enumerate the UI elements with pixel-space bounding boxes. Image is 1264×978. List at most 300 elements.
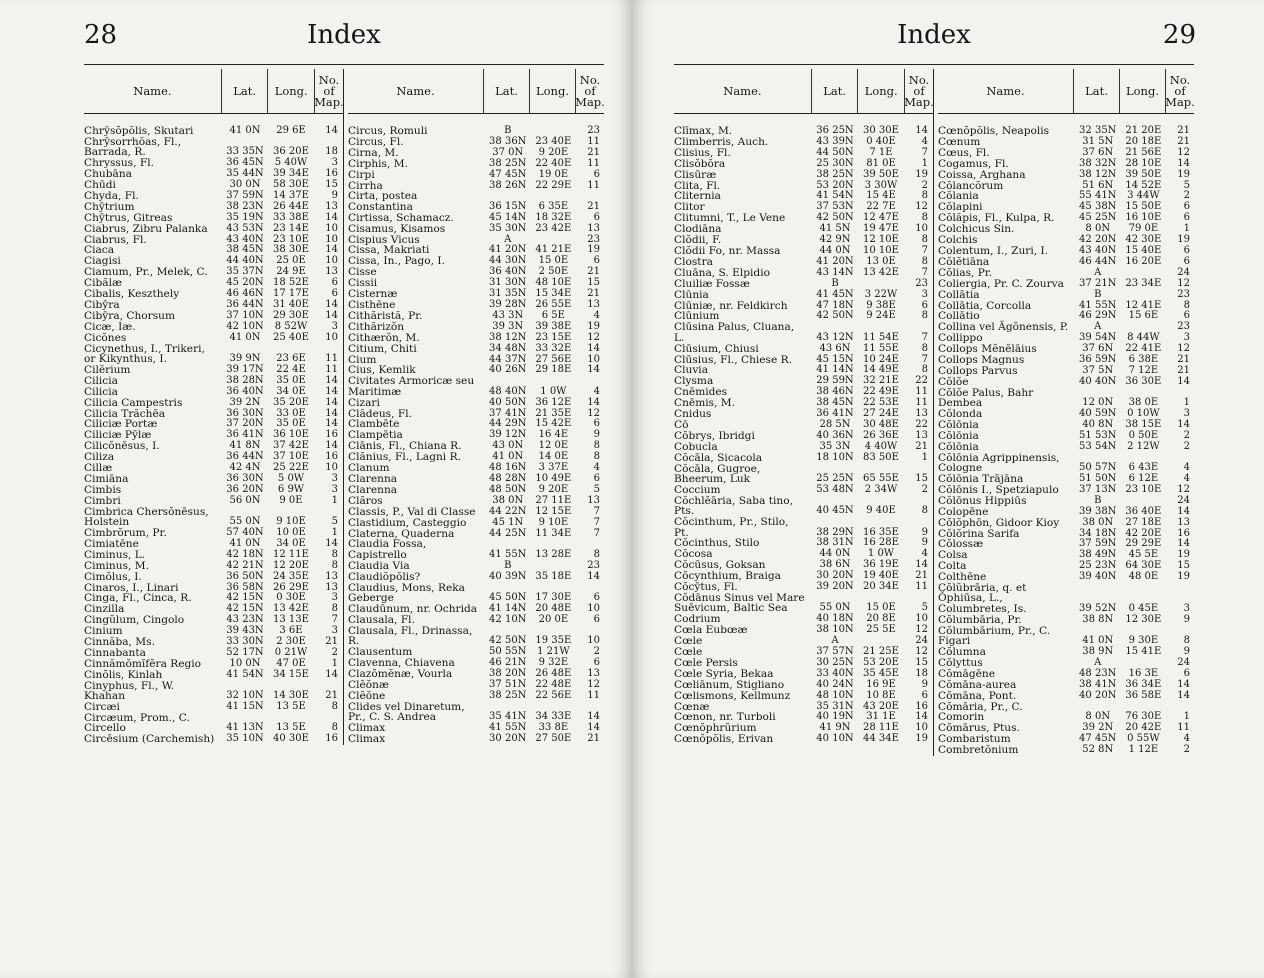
entry-long: 79 0E bbox=[1128, 223, 1159, 235]
entry-lat: 31 30N bbox=[489, 277, 527, 289]
entry-map: 19 bbox=[1177, 168, 1190, 180]
entry-map: 12 bbox=[915, 646, 928, 657]
entry-name: Collops Magnus bbox=[938, 354, 1025, 367]
entry-long: 17 17E bbox=[273, 288, 309, 300]
table-row bbox=[84, 398, 343, 408]
entry-lat: 37 0N bbox=[492, 146, 524, 158]
entry-lat: 38 8N bbox=[1082, 613, 1114, 625]
table-row bbox=[348, 604, 604, 614]
table-row bbox=[84, 300, 343, 310]
entry-map: 12 bbox=[1177, 343, 1190, 355]
table-row bbox=[674, 246, 933, 256]
entry-lat: 38 41N bbox=[1079, 678, 1117, 690]
entry-map: 24 bbox=[915, 635, 928, 647]
entry-lat: 51 6N bbox=[1082, 179, 1114, 191]
table-row bbox=[674, 137, 933, 147]
entry-map: 1 bbox=[1183, 710, 1190, 722]
entry-name: Cluvia bbox=[674, 364, 709, 377]
entry-map: 2 bbox=[1183, 440, 1190, 452]
index-rows bbox=[938, 114, 1194, 755]
entry-name: Cŏlōnus Hippiūs bbox=[938, 494, 1027, 507]
entry-lat: 35 10N bbox=[226, 733, 264, 745]
entry-lat: 51 53N bbox=[1079, 429, 1117, 441]
entry-name: Clides vel Dinaretum, Pr., C. S. Andrea bbox=[348, 700, 465, 723]
entry-map: 14 bbox=[587, 721, 600, 733]
entry-long: 29 6E bbox=[276, 125, 306, 136]
entry-name: Colentum, I., Zuri, I. bbox=[938, 244, 1049, 257]
table-row bbox=[84, 126, 343, 136]
entry-map: 6 bbox=[1183, 667, 1190, 679]
entry-name: Chȳtrium bbox=[84, 200, 135, 213]
entry-map: 6 bbox=[593, 473, 600, 484]
entry-lat: 39 28N bbox=[489, 299, 527, 310]
index-rows bbox=[348, 114, 604, 744]
table-row bbox=[84, 626, 343, 636]
entry-lat: 36 59N bbox=[1079, 354, 1117, 366]
entry-long: 27 18E bbox=[1125, 516, 1162, 528]
entry-lat: 8 0N bbox=[1085, 710, 1111, 722]
table-row bbox=[84, 659, 343, 669]
entry-name: Collippo bbox=[938, 332, 983, 345]
entry-long: 22 4E bbox=[276, 363, 306, 375]
entry-lat: 38 20N bbox=[489, 667, 527, 679]
entry-name: Cinŏlis, Kinlah bbox=[84, 668, 163, 681]
entry-name: Cimbrŏrum, Pr. bbox=[84, 527, 167, 540]
entry-map: 22 bbox=[915, 418, 928, 430]
entry-map: 12 bbox=[1177, 146, 1190, 158]
entry-lat: A bbox=[504, 233, 512, 245]
entry-name: Climax bbox=[348, 721, 386, 734]
table-row bbox=[674, 202, 933, 212]
entry-long: 23 15E bbox=[535, 331, 572, 343]
entry-lat: 39 17N bbox=[226, 363, 264, 375]
entry-long: 11 34E bbox=[535, 527, 572, 539]
header-map: No. of Map. bbox=[314, 69, 343, 113]
entry-lat: 41 55N bbox=[1079, 299, 1117, 311]
entry-map: 4 bbox=[593, 462, 600, 474]
entry-name: Clisius, Fl. bbox=[674, 146, 731, 159]
table-row bbox=[84, 213, 343, 223]
entry-map: 24 bbox=[1177, 494, 1190, 506]
entry-map: 14 bbox=[325, 309, 338, 321]
entry-long: 8 52W bbox=[274, 320, 308, 332]
table-row bbox=[348, 376, 604, 397]
table-row bbox=[348, 311, 604, 321]
entry-map: 16 bbox=[325, 429, 338, 441]
entry-name: Cimiāna bbox=[84, 473, 129, 485]
entry-lat: 30 20N bbox=[489, 732, 527, 744]
entry-name: Cirna, M. bbox=[348, 146, 399, 159]
entry-name: Cŏcȳtus, Fl. bbox=[674, 581, 738, 594]
entry-map: 10 bbox=[325, 255, 338, 267]
table-row bbox=[674, 126, 933, 136]
entry-lat: B bbox=[1094, 494, 1102, 506]
table-row bbox=[938, 734, 1194, 744]
entry-map: 1 bbox=[921, 451, 928, 463]
entry-long: 22 56E bbox=[535, 689, 572, 701]
entry-map: 19 bbox=[587, 244, 600, 256]
entry-lat: 41 55N bbox=[489, 548, 527, 560]
entry-lat: 38 36N bbox=[489, 135, 527, 147]
table-row bbox=[674, 268, 933, 278]
entry-map: 2 bbox=[921, 179, 928, 191]
entry-name: Cirphis, M. bbox=[348, 157, 408, 170]
entry-lat: 41 54N bbox=[816, 190, 854, 202]
entry-lat: 18 10N bbox=[816, 451, 854, 463]
table-row bbox=[84, 702, 343, 712]
entry-lat: 44 40N bbox=[226, 255, 264, 267]
entry-lat: 46 29N bbox=[1079, 310, 1117, 322]
entry-long: 7 1E bbox=[869, 146, 893, 158]
entry-name: Clūnium bbox=[674, 310, 720, 323]
entry-map: 21 bbox=[587, 200, 600, 212]
entry-name: Cobucla bbox=[674, 440, 718, 453]
entry-name: Citium, Chiti bbox=[348, 342, 417, 355]
entry-map: 21 bbox=[325, 690, 338, 702]
entry-long: 22 48E bbox=[535, 678, 572, 690]
entry-name: Cŏmāria, Pr., C. Comorin bbox=[938, 700, 1023, 723]
entry-long: 27 24E bbox=[863, 408, 899, 420]
entry-name: Collops Parvus bbox=[938, 364, 1018, 377]
entry-map: 8 bbox=[921, 212, 928, 224]
entry-map: 4 bbox=[1183, 473, 1190, 484]
entry-lat: 50 55N bbox=[489, 646, 527, 657]
table-row bbox=[84, 419, 343, 429]
entry-name: Clūsius, Fl., Chiese R. bbox=[674, 353, 792, 366]
entry-long: 43 20E bbox=[863, 700, 899, 712]
entry-long: 35 20E bbox=[273, 396, 309, 408]
entry-name: Colchicus Sin. bbox=[938, 223, 1015, 236]
entry-map: 10 bbox=[325, 331, 338, 343]
entry-long: 31 1E bbox=[866, 711, 896, 723]
entry-long: 6 35E bbox=[538, 200, 569, 212]
entry-name: Cŏlapini bbox=[938, 201, 983, 214]
entry-lat: 29 59N bbox=[816, 375, 854, 387]
entry-name: Claudia Fossa, Capistrello bbox=[348, 538, 427, 561]
entry-long: 22 41E bbox=[1125, 343, 1162, 355]
table-row bbox=[938, 137, 1194, 147]
entry-long: 41 21E bbox=[535, 244, 572, 256]
entry-long: 2 34W bbox=[864, 483, 898, 495]
entry-long: 0 45E bbox=[1128, 602, 1159, 614]
entry-map: 6 bbox=[331, 277, 338, 289]
entry-long: 12 20E bbox=[273, 559, 309, 571]
entry-name: Cŏlōnis I., Spetziapulo bbox=[938, 483, 1059, 496]
table-row bbox=[674, 496, 933, 517]
entry-name: Clĕŏne bbox=[348, 689, 386, 702]
entry-long: 23 34E bbox=[1125, 277, 1162, 289]
header-name: Name. bbox=[723, 83, 762, 98]
table-row bbox=[938, 572, 1194, 582]
entry-map: 21 bbox=[587, 146, 600, 158]
table-row bbox=[84, 158, 343, 168]
entry-map: 7 bbox=[921, 266, 928, 278]
entry-name: Ciabrus, Fl. bbox=[84, 233, 147, 246]
entry-map: 8 bbox=[921, 505, 928, 517]
entry-long: 14 37E bbox=[273, 189, 309, 201]
table-row bbox=[348, 561, 604, 571]
entry-long: 39 38E bbox=[535, 320, 572, 332]
entry-lat: 42 10N bbox=[226, 320, 264, 332]
entry-name: Circus, Romuli bbox=[348, 125, 428, 137]
entry-lat: 40 26N bbox=[489, 364, 527, 376]
entry-long: 12 15E bbox=[535, 505, 572, 517]
entry-name: Ciagisi bbox=[84, 255, 121, 268]
table-row bbox=[674, 614, 933, 624]
entry-map: 19 bbox=[587, 320, 600, 332]
entry-name: Cœle Syria, Bekaa bbox=[674, 667, 774, 680]
entry-map: 13 bbox=[1177, 516, 1190, 528]
entry-lat: 41 0N bbox=[492, 451, 524, 463]
entry-long: 27 50E bbox=[535, 732, 572, 744]
entry-name: Clisūræ bbox=[674, 168, 717, 181]
entry-lat: 37 57N bbox=[816, 646, 854, 657]
entry-lat: 37 6N bbox=[1082, 343, 1114, 355]
table-row bbox=[938, 202, 1194, 212]
table-row bbox=[938, 148, 1194, 158]
table-row bbox=[84, 463, 343, 473]
entry-long: 24 9E bbox=[276, 266, 306, 278]
table-row bbox=[674, 647, 933, 657]
entry-long: 83 50E bbox=[863, 451, 899, 463]
entry-long: 36 10E bbox=[273, 429, 309, 441]
entry-name: Cirrha bbox=[348, 179, 383, 192]
entry-name: Clānis, Fl., Chiana R. bbox=[348, 440, 462, 453]
entry-map: 6 bbox=[1183, 310, 1190, 322]
entry-long: 20 48E bbox=[535, 602, 572, 614]
table-row bbox=[348, 496, 604, 506]
entry-name: Cinnămŏmĭfĕra Regio bbox=[84, 657, 202, 670]
entry-long: 26 48E bbox=[535, 667, 572, 679]
table-row bbox=[84, 583, 343, 593]
entry-long: 9 32E bbox=[538, 656, 569, 668]
entry-name: Clastidium, Casteggio bbox=[348, 516, 467, 529]
entry-name: Cimbri bbox=[84, 494, 121, 507]
entry-long: 26 36E bbox=[863, 429, 899, 441]
entry-name: Clĕŏnæ bbox=[348, 678, 389, 691]
entry-name: Ciabrus, Zibru Palanka bbox=[84, 222, 208, 235]
entry-long: 14 52E bbox=[1125, 179, 1162, 191]
entry-long: 13 5E bbox=[276, 701, 306, 713]
table-row bbox=[938, 322, 1194, 332]
entry-map: 8 bbox=[921, 310, 928, 322]
table-row bbox=[674, 213, 933, 223]
entry-name: Cilicia bbox=[84, 374, 118, 387]
entry-name: Cicæ, Iæ. bbox=[84, 320, 136, 333]
entry-long: 23 10E bbox=[1125, 483, 1162, 495]
entry-long: 36 19E bbox=[863, 559, 899, 571]
entry-name: Cilĕrium bbox=[84, 363, 131, 376]
table-row bbox=[84, 289, 343, 299]
entry-map: 15 bbox=[915, 473, 928, 484]
entry-map: 8 bbox=[331, 722, 338, 734]
table-row bbox=[938, 723, 1194, 733]
table-row bbox=[674, 311, 933, 321]
table-row bbox=[674, 224, 933, 234]
entry-name: Clisŏbŏra bbox=[674, 157, 726, 170]
entry-long: 13 13E bbox=[273, 614, 309, 626]
table-row bbox=[938, 669, 1194, 679]
entry-lat: 30 0N bbox=[229, 179, 261, 191]
entry-long: 26 29E bbox=[273, 581, 309, 593]
entry-lat: 55 0N bbox=[229, 516, 261, 528]
entry-name: Cicŏnes bbox=[84, 331, 127, 344]
entry-lat: 37 21N bbox=[1079, 277, 1117, 289]
entry-map: 1 bbox=[331, 657, 338, 669]
entry-map: 10 bbox=[587, 635, 600, 647]
table-row bbox=[674, 691, 933, 701]
table-row bbox=[84, 528, 343, 538]
table-row bbox=[84, 224, 343, 234]
entry-long: 36 30E bbox=[1125, 375, 1162, 387]
entry-name: Cnidus bbox=[674, 408, 712, 421]
table-row bbox=[84, 452, 343, 462]
entry-name: Cisthēne bbox=[348, 299, 396, 311]
entry-long: 21 25E bbox=[863, 646, 899, 657]
entry-name: Cilicia bbox=[84, 385, 118, 398]
table-row bbox=[938, 159, 1194, 169]
entry-lat: 38 29N bbox=[816, 526, 854, 538]
header-map: No. of Map. bbox=[575, 69, 604, 113]
entry-long: 20 0E bbox=[538, 613, 569, 625]
entry-lat: 53 48N bbox=[816, 483, 854, 495]
entry-map: 12 bbox=[915, 201, 928, 213]
entry-map: 11 bbox=[915, 397, 928, 409]
entry-map: 3 bbox=[331, 157, 338, 169]
entry-map: 8 bbox=[593, 440, 600, 452]
table-row bbox=[84, 169, 343, 179]
entry-name: Ciliciæ Pȳlæ bbox=[84, 429, 152, 442]
entry-lat: 41 14N bbox=[489, 602, 527, 614]
entry-lat: 42 9N bbox=[819, 234, 851, 246]
entry-map: 10 bbox=[587, 602, 600, 614]
header-lat: Lat. bbox=[811, 69, 858, 113]
entry-name: Clanum bbox=[348, 462, 390, 475]
entry-name: Ciliza bbox=[84, 451, 115, 464]
table-row bbox=[938, 279, 1194, 289]
entry-name: Clita, Fl. bbox=[674, 179, 721, 192]
table-row bbox=[348, 398, 604, 408]
page-number: 28 bbox=[84, 20, 118, 50]
entry-lat: B bbox=[504, 125, 512, 136]
entry-lat: 40 20N bbox=[1079, 689, 1117, 701]
entry-lat: 40 40N bbox=[1079, 375, 1117, 387]
entry-lat: 47 45N bbox=[1079, 732, 1117, 744]
entry-name: Cŏlŏe Palus, Bahr Dembea bbox=[938, 386, 1034, 410]
entry-lat: 40 59N bbox=[1079, 408, 1117, 420]
table-header bbox=[674, 69, 933, 114]
entry-name: Cŏcāla, Gugroe, Bheerum, Luk bbox=[674, 462, 761, 485]
table-row bbox=[938, 496, 1194, 506]
header-map: No. of Map. bbox=[904, 69, 933, 113]
entry-map: 9 bbox=[921, 678, 928, 690]
table-row bbox=[348, 344, 604, 354]
entry-lat: 39 38N bbox=[1079, 505, 1117, 517]
entry-name: Cicynethus, I., Trikeri, or Kikynthus, I. bbox=[84, 342, 205, 366]
table-row bbox=[674, 181, 933, 191]
entry-lat: 38 49N bbox=[1079, 549, 1117, 561]
table-row bbox=[84, 474, 343, 484]
entry-long: 64 30E bbox=[1125, 560, 1162, 572]
entry-long: 12 47E bbox=[863, 212, 899, 224]
entry-lat: 37 59N bbox=[1079, 538, 1117, 550]
entry-map: 23 bbox=[1177, 288, 1190, 300]
table-row bbox=[348, 485, 604, 495]
entry-lat: 42 50N bbox=[489, 635, 527, 647]
table-row bbox=[348, 126, 604, 136]
entry-name: Clazŏmĕnæ, Vourla bbox=[348, 667, 453, 680]
entry-name: Ciminus, M. bbox=[84, 559, 149, 572]
entry-long: 0 50E bbox=[1128, 429, 1159, 441]
table-row bbox=[348, 691, 604, 701]
entry-map: 10 bbox=[915, 613, 928, 625]
table-row bbox=[938, 355, 1194, 365]
entry-lat: 39 9N bbox=[229, 353, 261, 365]
entry-map: 1 bbox=[331, 527, 338, 539]
entry-map: 12 bbox=[587, 678, 600, 690]
table-row bbox=[938, 702, 1194, 723]
entry-name: Colchis bbox=[938, 234, 978, 247]
entry-map: 8 bbox=[331, 603, 338, 615]
entry-lat: 45 50N bbox=[489, 591, 527, 603]
entry-lat: 42 21N bbox=[226, 559, 264, 571]
entry-long: 14 30E bbox=[273, 690, 309, 702]
table-row bbox=[84, 734, 343, 744]
entry-lat: 39 40N bbox=[1079, 571, 1117, 583]
entry-long: 12 30E bbox=[1125, 613, 1162, 625]
entry-map: 13 bbox=[325, 570, 338, 582]
entry-lat: 41 20N bbox=[816, 255, 854, 267]
index-column-1 bbox=[674, 69, 934, 756]
entry-map: 11 bbox=[325, 363, 338, 375]
entry-map: 14 bbox=[325, 299, 338, 310]
entry-map: 14 bbox=[325, 374, 338, 386]
table-header bbox=[938, 69, 1194, 114]
table-row bbox=[84, 496, 343, 506]
table-row bbox=[348, 322, 604, 332]
entry-name: Colopēne bbox=[938, 505, 989, 518]
entry-map: 16 bbox=[325, 733, 338, 745]
entry-long: 48 0E bbox=[1128, 571, 1159, 583]
table-row bbox=[348, 463, 604, 473]
entry-name: Clădeus, Fl. bbox=[348, 407, 412, 420]
entry-lat: 38 10N bbox=[816, 624, 854, 636]
entry-lat: 38 31N bbox=[816, 537, 854, 549]
entry-long: 38 0E bbox=[1128, 397, 1159, 409]
entry-lat: 40 39N bbox=[489, 570, 527, 582]
entry-name: Circēsium (Carchemish) bbox=[84, 733, 215, 746]
entry-name: Climberris, Auch. bbox=[674, 135, 769, 148]
entry-name: Cinga, Fl., Cinca, R. bbox=[84, 592, 192, 605]
entry-long: 13 5E bbox=[276, 722, 306, 734]
entry-lat: 36 15N bbox=[489, 200, 527, 212]
entry-name: Coliergia, Pr. C. Zourva bbox=[938, 277, 1064, 290]
table-row bbox=[938, 388, 1194, 409]
entry-map: 12 bbox=[1177, 483, 1190, 495]
entry-long: 12 0E bbox=[538, 440, 569, 452]
entry-lat: 33 30N bbox=[226, 636, 264, 648]
entry-long: 19 40E bbox=[863, 570, 899, 582]
entry-map: 2 bbox=[1183, 743, 1190, 755]
table-row bbox=[674, 355, 933, 365]
entry-long: 16 35E bbox=[863, 526, 899, 538]
entry-lat: 44 29N bbox=[489, 418, 527, 430]
entry-map: 10 bbox=[915, 722, 928, 734]
entry-lat: 41 20N bbox=[489, 244, 527, 256]
entry-name: Circæi bbox=[84, 701, 120, 714]
entry-name: Cilicŏnēsus, I. bbox=[84, 440, 160, 453]
table-row bbox=[348, 626, 604, 647]
